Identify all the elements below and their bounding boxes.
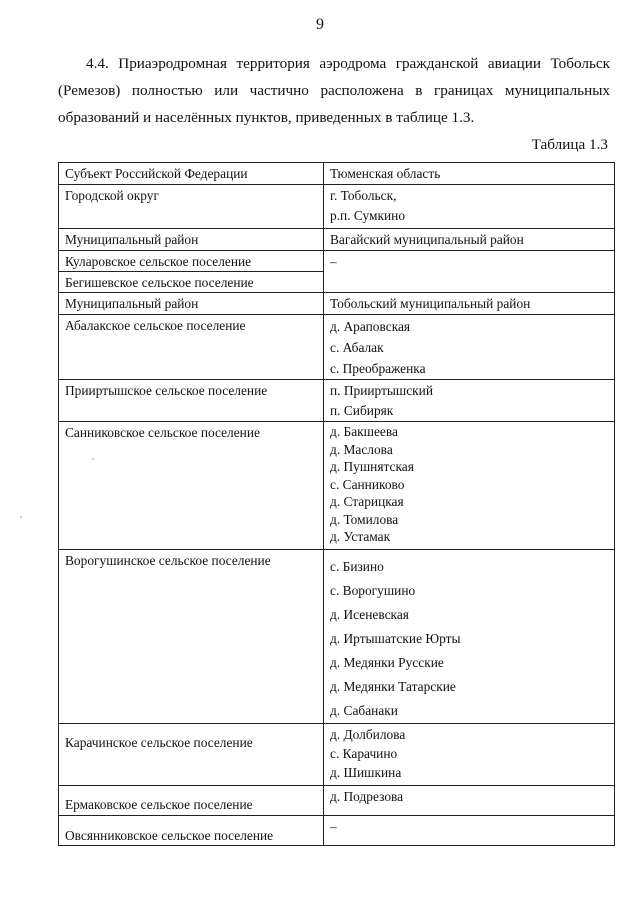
municipality-cell: Городской округ: [59, 185, 324, 229]
municipality-cell: Абалакское сельское поселение: [59, 315, 324, 380]
settlements-cell: [324, 724, 615, 786]
settlement-name: д. Пушнятская: [330, 459, 414, 474]
table-row: [59, 380, 615, 422]
settlement-name: д. Долбилова: [330, 727, 406, 742]
settlement-name: д. Старицкая: [330, 494, 404, 509]
settlement-name: с. Ворогушино: [330, 583, 416, 598]
settlement-name: д. Маслова: [330, 441, 393, 457]
settlement-name: р.п. Сумкино: [330, 208, 406, 223]
municipality-cell: Субъект Российской Федерации: [59, 163, 324, 185]
settlement-name: –: [330, 819, 337, 834]
table-row: [59, 315, 615, 380]
municipality-cell: Прииртышское сельское поселение: [59, 380, 324, 422]
settlement-name: п. Прииртышский: [330, 383, 434, 398]
settlement-name: д. Иртышатские Юрты: [330, 631, 461, 646]
settlement-name: –: [330, 254, 337, 269]
settlement-name: г. Тобольск,: [330, 188, 397, 203]
settlements-cell: [324, 293, 615, 315]
settlements-cell: [324, 786, 615, 816]
settlements-cell: [324, 380, 615, 422]
settlements-table: [58, 162, 615, 846]
table-row: [59, 816, 615, 846]
table-row: [59, 786, 615, 816]
settlements-cell: [324, 229, 615, 251]
municipality-cell: Овсянниковское сельское поселение: [59, 816, 324, 846]
table-row: [59, 422, 615, 550]
settlement-name: с. Абалак: [330, 340, 384, 355]
settlement-name: д. Устамак: [330, 529, 391, 544]
settlements-cell: [324, 816, 615, 846]
municipality-cell: Куларовское сельское поселение: [59, 251, 324, 272]
page-number: 9: [316, 16, 324, 33]
municipality-cell: Муниципальный район: [59, 229, 324, 251]
table-caption: Таблица 1.3: [531, 136, 608, 153]
settlement-name: д. Шишкина: [330, 765, 402, 780]
municipality-cell: Ермаковское сельское поселение: [59, 786, 324, 816]
settlement-name: Тюменская область: [330, 166, 441, 181]
settlement-name: д. Подрезова: [330, 789, 404, 804]
settlement-name: п. Сибиряк: [330, 403, 394, 418]
settlements-cell: [324, 251, 615, 293]
settlement-name: с. Карачино: [330, 746, 398, 761]
municipality-cell: Карачинское сельское поселение: [59, 724, 324, 786]
body-paragraph: 4.4. Приаэродромная территория аэродрома гражданской авиации Тобольск (Ремезов) полностью или частично расположена в границах муниципальных образований и населённых пунктов, приведенных в таблице 1.3.: [58, 55, 610, 126]
table-row: [59, 550, 615, 724]
settlement-name: с. Бизино: [330, 559, 384, 574]
settlement-name: д. Медянки Татарские: [330, 679, 456, 694]
scan-artifact: [20, 516, 22, 518]
table-row: [59, 163, 615, 185]
settlements-cell: [324, 315, 615, 380]
settlement-name: Вагайский муниципальный район: [330, 232, 524, 247]
settlement-name: с. Санниково: [330, 476, 405, 492]
settlement-name: д. Томилова: [330, 511, 399, 527]
municipality-cell: Бегишевское сельское поселение: [59, 272, 324, 293]
municipality-cell: Санниковское сельское поселение: [59, 422, 324, 550]
table-row: [59, 251, 615, 272]
settlement-name: д. Сабанаки: [330, 703, 398, 718]
table-row: [59, 724, 615, 786]
settlement-name: д. Бакшеева: [330, 424, 398, 439]
settlement-name: д. Араповская: [330, 319, 411, 334]
table-row: [59, 185, 615, 229]
settlement-name: с. Преображенка: [330, 361, 426, 376]
table-row: [59, 229, 615, 251]
municipality-cell: Ворогушинское сельское поселение: [59, 550, 324, 724]
settlements-cell: [324, 163, 615, 185]
settlement-name: д. Медянки Русские: [330, 655, 444, 670]
settlements-cell: [324, 422, 615, 550]
table-row: [59, 293, 615, 315]
municipality-cell: Муниципальный район: [59, 293, 324, 315]
scan-artifact: [92, 458, 94, 460]
settlement-name: Тобольский муниципальный район: [330, 296, 531, 311]
settlements-cell: [324, 550, 615, 724]
settlements-table-body: [59, 163, 615, 846]
settlement-name: д. Исеневская: [330, 607, 409, 622]
settlements-cell: [324, 185, 615, 229]
